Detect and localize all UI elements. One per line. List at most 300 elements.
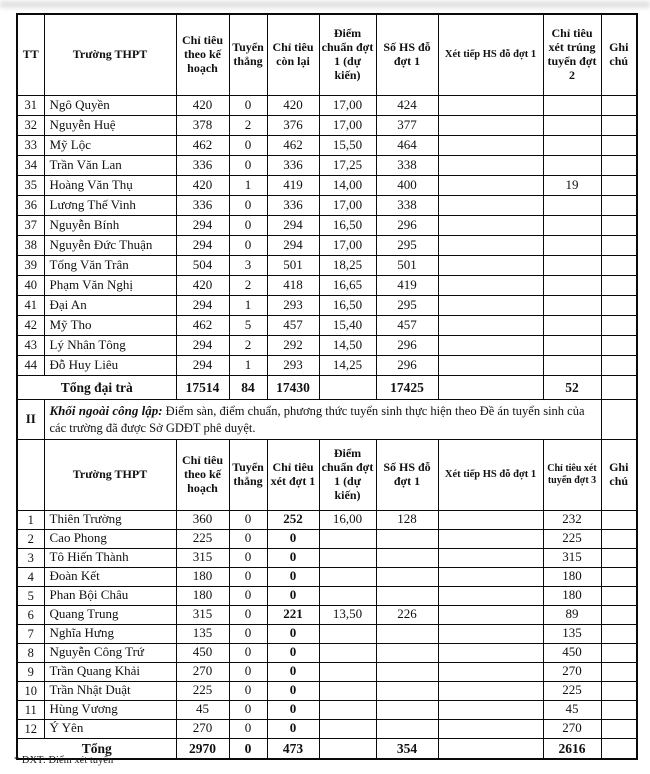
column-header: Tuyển thẳng xyxy=(229,14,267,96)
value-cell: 0 xyxy=(267,624,319,643)
value-cell: 504 xyxy=(176,256,229,276)
total-value-cell xyxy=(438,738,543,759)
total-value-cell: 52 xyxy=(543,376,601,400)
value-cell xyxy=(319,700,376,719)
value-cell: 38 xyxy=(17,236,44,256)
school-name-cell: Nguyễn Bính xyxy=(44,216,176,236)
school-name-cell: Hùng Vương xyxy=(44,700,176,719)
value-cell xyxy=(438,643,543,662)
column-header: Chỉ tiêu xét tuyển đợt 3 xyxy=(543,439,601,510)
value-cell: 9 xyxy=(17,662,44,681)
value-cell: 36 xyxy=(17,196,44,216)
value-cell: 89 xyxy=(543,605,601,624)
value-cell: 295 xyxy=(376,236,438,256)
value-cell: 16,50 xyxy=(319,296,376,316)
total-value-cell: 17430 xyxy=(267,376,319,400)
value-cell: 376 xyxy=(267,116,319,136)
value-cell xyxy=(319,624,376,643)
column-header: Chỉ tiêu xét trúng tuyển đợt 2 xyxy=(543,14,601,96)
table-row xyxy=(17,681,637,700)
value-cell xyxy=(601,605,637,624)
value-cell: 32 xyxy=(17,116,44,136)
value-cell: 0 xyxy=(229,624,267,643)
value-cell: 424 xyxy=(376,96,438,116)
value-cell xyxy=(376,681,438,700)
value-cell: 315 xyxy=(543,548,601,567)
value-cell: 0 xyxy=(229,548,267,567)
value-cell: 1 xyxy=(229,356,267,376)
value-cell: 44 xyxy=(17,356,44,376)
value-cell: 0 xyxy=(229,605,267,624)
value-cell xyxy=(601,356,637,376)
value-cell: 17,00 xyxy=(319,236,376,256)
footnote: * ĐXT: Điểm xét tuyển xyxy=(14,755,114,766)
value-cell: 450 xyxy=(543,643,601,662)
value-cell xyxy=(601,96,637,116)
school-name-cell: Tống Văn Trân xyxy=(44,256,176,276)
section-label-row xyxy=(17,400,637,440)
table-row xyxy=(17,548,637,567)
value-cell: 336 xyxy=(176,156,229,176)
value-cell: 419 xyxy=(267,176,319,196)
value-cell xyxy=(438,336,543,356)
table-row xyxy=(17,276,637,296)
table-row xyxy=(17,116,637,136)
value-cell xyxy=(601,586,637,605)
table-row xyxy=(17,296,637,316)
value-cell xyxy=(376,586,438,605)
value-cell: 128 xyxy=(376,510,438,529)
total-value-cell: 354 xyxy=(376,738,438,759)
value-cell xyxy=(601,116,637,136)
value-cell: 0 xyxy=(229,216,267,236)
value-cell: 336 xyxy=(176,196,229,216)
value-cell xyxy=(601,176,637,196)
value-cell: 0 xyxy=(267,548,319,567)
school-name-cell: Nguyễn Công Trứ xyxy=(44,643,176,662)
column-header: Điểm chuẩn đợt 1 (dự kiến) xyxy=(319,439,376,510)
school-name-cell: Thiên Trường xyxy=(44,510,176,529)
column-header: Chỉ tiêu theo kế hoạch xyxy=(176,14,229,96)
value-cell: 35 xyxy=(17,176,44,196)
value-cell: 39 xyxy=(17,256,44,276)
school-name-cell: Nguyễn Đức Thuận xyxy=(44,236,176,256)
column-header: Ghi chú xyxy=(601,439,637,510)
value-cell xyxy=(543,156,601,176)
value-cell: 45 xyxy=(543,700,601,719)
value-cell: 2 xyxy=(229,276,267,296)
value-cell: 16,65 xyxy=(319,276,376,296)
value-cell: 18,25 xyxy=(319,256,376,276)
value-cell: 294 xyxy=(176,236,229,256)
value-cell xyxy=(438,256,543,276)
table-row xyxy=(17,336,637,356)
value-cell xyxy=(543,296,601,316)
school-name-cell: Trần Quang Khải xyxy=(44,662,176,681)
table-row xyxy=(17,196,637,216)
value-cell: 294 xyxy=(267,236,319,256)
value-cell: 0 xyxy=(229,662,267,681)
value-cell: 0 xyxy=(229,567,267,586)
value-cell: 12 xyxy=(17,719,44,738)
total-label-cell: Tổng xyxy=(17,738,176,759)
value-cell: 293 xyxy=(267,296,319,316)
column-header: Chỉ tiêu theo kế hoạch xyxy=(176,439,229,510)
value-cell xyxy=(438,529,543,548)
value-cell xyxy=(543,236,601,256)
column-header: Tuyển thẳng xyxy=(229,439,267,510)
total-value-cell xyxy=(319,738,376,759)
value-cell: 457 xyxy=(267,316,319,336)
value-cell xyxy=(543,316,601,336)
column-header: Chỉ tiêu còn lại xyxy=(267,14,319,96)
table-row xyxy=(17,605,637,624)
total-value-cell: 2970 xyxy=(176,738,229,759)
value-cell: 418 xyxy=(267,276,319,296)
value-cell xyxy=(376,643,438,662)
value-cell: 221 xyxy=(267,605,319,624)
value-cell: 7 xyxy=(17,624,44,643)
column-header: Chỉ tiêu xét đợt 1 xyxy=(267,439,319,510)
value-cell: 14,50 xyxy=(319,336,376,356)
value-cell: 0 xyxy=(267,719,319,738)
value-cell xyxy=(438,548,543,567)
school-name-cell: Đại An xyxy=(44,296,176,316)
total-value-cell xyxy=(438,376,543,400)
column-header: Số HS đỗ đợt 1 xyxy=(376,439,438,510)
value-cell xyxy=(601,681,637,700)
value-cell: 0 xyxy=(229,643,267,662)
school-name-cell: Lý Nhân Tông xyxy=(44,336,176,356)
value-cell: 10 xyxy=(17,681,44,700)
value-cell xyxy=(438,116,543,136)
value-cell: 0 xyxy=(267,529,319,548)
school-name-cell: Phạm Văn Nghị xyxy=(44,276,176,296)
table-row xyxy=(17,567,637,586)
value-cell: 225 xyxy=(176,529,229,548)
value-cell xyxy=(601,276,637,296)
school-name-cell: Mỹ Lộc xyxy=(44,136,176,156)
value-cell: 8 xyxy=(17,643,44,662)
school-name-cell: Cao Phong xyxy=(44,529,176,548)
value-cell: 37 xyxy=(17,216,44,236)
value-cell: 252 xyxy=(267,510,319,529)
value-cell xyxy=(543,336,601,356)
school-name-cell: Trần Nhật Duật xyxy=(44,681,176,700)
value-cell: 33 xyxy=(17,136,44,156)
value-cell: 270 xyxy=(543,662,601,681)
value-cell xyxy=(543,96,601,116)
value-cell xyxy=(319,719,376,738)
value-cell: 457 xyxy=(376,316,438,336)
value-cell xyxy=(543,276,601,296)
value-cell xyxy=(438,605,543,624)
column-header: Số HS đỗ đợt 1 xyxy=(376,14,438,96)
table-row xyxy=(17,700,637,719)
column-header: Trường THPT xyxy=(44,14,176,96)
section-number-cell: II xyxy=(17,400,44,440)
value-cell: 5 xyxy=(17,586,44,605)
value-cell: 0 xyxy=(267,643,319,662)
value-cell xyxy=(438,236,543,256)
value-cell xyxy=(438,624,543,643)
school-name-cell: Trần Văn Lan xyxy=(44,156,176,176)
column-header: Điểm chuẩn đợt 1 (dự kiến) xyxy=(319,14,376,96)
value-cell: 1 xyxy=(229,176,267,196)
value-cell xyxy=(601,216,637,236)
value-cell: 336 xyxy=(267,156,319,176)
value-cell xyxy=(601,196,637,216)
total-value-cell: 17514 xyxy=(176,376,229,400)
value-cell: 17,25 xyxy=(319,156,376,176)
value-cell: 501 xyxy=(376,256,438,276)
value-cell xyxy=(376,719,438,738)
value-cell xyxy=(438,510,543,529)
table-row xyxy=(17,643,637,662)
value-cell: 293 xyxy=(267,356,319,376)
value-cell: 0 xyxy=(267,567,319,586)
value-cell: 400 xyxy=(376,176,438,196)
value-cell: 2 xyxy=(229,336,267,356)
value-cell: 180 xyxy=(176,586,229,605)
value-cell xyxy=(601,529,637,548)
value-cell: 462 xyxy=(267,136,319,156)
value-cell: 0 xyxy=(229,681,267,700)
value-cell: 180 xyxy=(543,567,601,586)
value-cell xyxy=(376,548,438,567)
value-cell: 13,50 xyxy=(319,605,376,624)
value-cell: 0 xyxy=(229,136,267,156)
value-cell xyxy=(319,586,376,605)
value-cell: 4 xyxy=(17,567,44,586)
school-name-cell: Lương Thế Vinh xyxy=(44,196,176,216)
value-cell: 419 xyxy=(376,276,438,296)
school-name-cell: Nghĩa Hưng xyxy=(44,624,176,643)
column-header xyxy=(17,439,44,510)
value-cell: 16,00 xyxy=(319,510,376,529)
value-cell: 0 xyxy=(229,700,267,719)
value-cell xyxy=(543,256,601,276)
value-cell: 11 xyxy=(17,700,44,719)
value-cell: 6 xyxy=(17,605,44,624)
value-cell xyxy=(438,567,543,586)
value-cell: 501 xyxy=(267,256,319,276)
value-cell xyxy=(601,719,637,738)
value-cell: 378 xyxy=(176,116,229,136)
value-cell: 15,50 xyxy=(319,136,376,156)
value-cell: 295 xyxy=(376,296,438,316)
value-cell: 16,50 xyxy=(319,216,376,236)
value-cell xyxy=(376,662,438,681)
value-cell xyxy=(601,296,637,316)
value-cell: 0 xyxy=(267,681,319,700)
value-cell xyxy=(438,176,543,196)
value-cell: 232 xyxy=(543,510,601,529)
value-cell: 0 xyxy=(229,510,267,529)
value-cell xyxy=(543,196,601,216)
value-cell xyxy=(438,216,543,236)
column-header: Xét tiếp HS đỗ đợt 1 xyxy=(438,14,543,96)
value-cell xyxy=(601,256,637,276)
value-cell: 180 xyxy=(543,586,601,605)
value-cell xyxy=(601,548,637,567)
table-row xyxy=(17,624,637,643)
value-cell xyxy=(543,136,601,156)
value-cell xyxy=(438,662,543,681)
table-row xyxy=(17,156,637,176)
total-row xyxy=(17,376,637,400)
value-cell: 270 xyxy=(176,662,229,681)
value-cell xyxy=(376,624,438,643)
value-cell xyxy=(438,681,543,700)
value-cell xyxy=(601,662,637,681)
value-cell: 270 xyxy=(543,719,601,738)
value-cell: 0 xyxy=(229,719,267,738)
value-cell: 0 xyxy=(229,586,267,605)
value-cell xyxy=(438,136,543,156)
value-cell xyxy=(319,529,376,548)
value-cell xyxy=(438,96,543,116)
total-value-cell: 473 xyxy=(267,738,319,759)
table-row xyxy=(17,662,637,681)
school-name-cell: Ngô Quyền xyxy=(44,96,176,116)
value-cell: 338 xyxy=(376,156,438,176)
value-cell: 17,00 xyxy=(319,96,376,116)
school-name-cell: Mỹ Tho xyxy=(44,316,176,336)
value-cell xyxy=(601,567,637,586)
total-value-cell xyxy=(601,376,637,400)
value-cell xyxy=(376,700,438,719)
value-cell xyxy=(601,236,637,256)
value-cell: 420 xyxy=(267,96,319,116)
value-cell: 3 xyxy=(229,256,267,276)
value-cell: 292 xyxy=(267,336,319,356)
scan-artifact-smudge xyxy=(0,1,650,8)
value-cell xyxy=(601,700,637,719)
value-cell xyxy=(319,548,376,567)
value-cell: 296 xyxy=(376,336,438,356)
column-header: TT xyxy=(17,14,44,96)
value-cell: 1 xyxy=(229,296,267,316)
value-cell: 294 xyxy=(176,216,229,236)
value-cell xyxy=(601,156,637,176)
value-cell: 15,40 xyxy=(319,316,376,336)
section-note-lead: Khối ngoài công lập: xyxy=(49,403,163,418)
value-cell: 420 xyxy=(176,96,229,116)
value-cell xyxy=(319,643,376,662)
note-empty-cell xyxy=(601,400,637,440)
table-row xyxy=(17,176,637,196)
value-cell: 294 xyxy=(176,336,229,356)
value-cell: 14,25 xyxy=(319,356,376,376)
value-cell xyxy=(438,156,543,176)
value-cell: 450 xyxy=(176,643,229,662)
value-cell: 296 xyxy=(376,216,438,236)
value-cell xyxy=(438,296,543,316)
value-cell xyxy=(543,356,601,376)
value-cell: 43 xyxy=(17,336,44,356)
value-cell: 225 xyxy=(543,529,601,548)
value-cell: 270 xyxy=(176,719,229,738)
value-cell: 420 xyxy=(176,276,229,296)
value-cell xyxy=(601,316,637,336)
table-header-row xyxy=(17,14,637,96)
value-cell: 294 xyxy=(267,216,319,236)
value-cell: 336 xyxy=(267,196,319,216)
school-name-cell: Đỗ Huy Liêu xyxy=(44,356,176,376)
value-cell: 462 xyxy=(176,136,229,156)
table-row xyxy=(17,256,637,276)
table-row xyxy=(17,136,637,156)
value-cell xyxy=(438,356,543,376)
value-cell: 3 xyxy=(17,548,44,567)
value-cell: 225 xyxy=(543,681,601,700)
value-cell xyxy=(376,529,438,548)
value-cell: 45 xyxy=(176,700,229,719)
table-row xyxy=(17,510,637,529)
school-name-cell: Tô Hiến Thành xyxy=(44,548,176,567)
value-cell xyxy=(601,624,637,643)
value-cell xyxy=(543,216,601,236)
value-cell: 0 xyxy=(267,662,319,681)
value-cell: 19 xyxy=(543,176,601,196)
value-cell: 31 xyxy=(17,96,44,116)
table-row xyxy=(17,316,637,336)
table-row xyxy=(17,216,637,236)
value-cell xyxy=(319,662,376,681)
column-header: Xét tiếp HS đỗ đợt 1 xyxy=(438,439,543,510)
value-cell xyxy=(438,196,543,216)
value-cell xyxy=(319,567,376,586)
column-header: Ghi chú xyxy=(601,14,637,96)
value-cell: 0 xyxy=(229,196,267,216)
table-row xyxy=(17,719,637,738)
value-cell xyxy=(438,700,543,719)
value-cell: 40 xyxy=(17,276,44,296)
table-row xyxy=(17,236,637,256)
value-cell: 0 xyxy=(229,96,267,116)
value-cell xyxy=(438,586,543,605)
value-cell xyxy=(601,136,637,156)
value-cell: 180 xyxy=(176,567,229,586)
value-cell: 42 xyxy=(17,316,44,336)
table-header-row xyxy=(17,439,637,510)
value-cell xyxy=(376,567,438,586)
column-header: Trường THPT xyxy=(44,439,176,510)
value-cell: 17,00 xyxy=(319,116,376,136)
value-cell: 420 xyxy=(176,176,229,196)
value-cell: 294 xyxy=(176,356,229,376)
value-cell: 0 xyxy=(229,236,267,256)
total-value-cell: 2616 xyxy=(543,738,601,759)
value-cell: 135 xyxy=(543,624,601,643)
value-cell: 14,00 xyxy=(319,176,376,196)
value-cell: 2 xyxy=(17,529,44,548)
value-cell: 464 xyxy=(376,136,438,156)
value-cell xyxy=(438,719,543,738)
value-cell xyxy=(601,510,637,529)
school-name-cell: Phan Bội Châu xyxy=(44,586,176,605)
value-cell: 377 xyxy=(376,116,438,136)
school-name-cell: Hoàng Văn Thụ xyxy=(44,176,176,196)
section-note-cell: Khối ngoài công lập: Điểm sàn, điểm chuẩn, phương thức tuyển sinh thực hiện theo Đề án tuyển sinh của các trường đã được Sở GDĐT phê duyệt. xyxy=(44,400,601,440)
value-cell: 315 xyxy=(176,605,229,624)
total-value-cell xyxy=(319,376,376,400)
total-value-cell xyxy=(601,738,637,759)
value-cell: 296 xyxy=(376,356,438,376)
value-cell xyxy=(319,681,376,700)
value-cell: 338 xyxy=(376,196,438,216)
